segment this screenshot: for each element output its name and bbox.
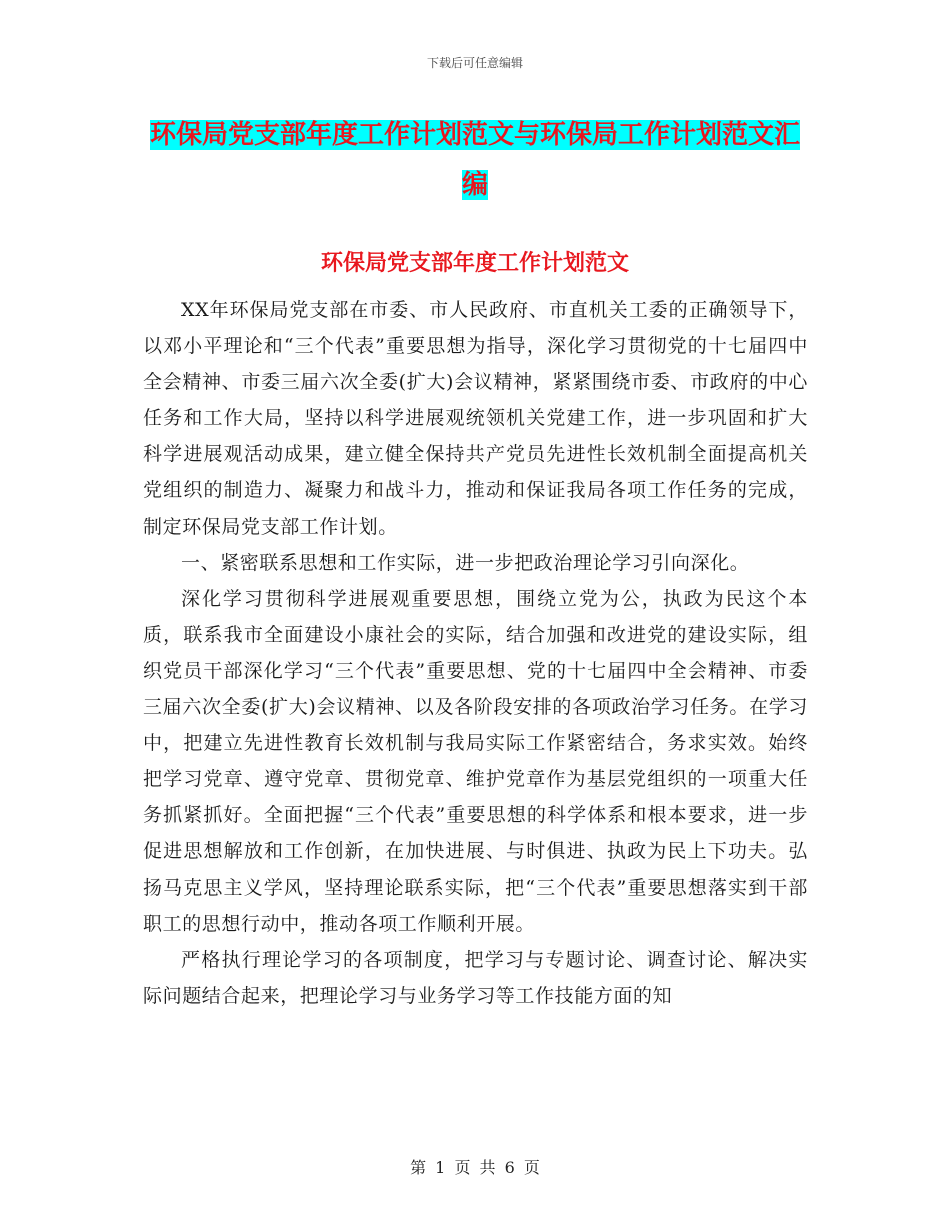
document-title-text: 环保局党支部年度工作计划范文与环保局工作计划范文汇编	[150, 120, 801, 200]
document-body	[143, 292, 808, 1014]
header-note: 下载后可任意编辑	[426, 56, 523, 70]
body-paragraph: 一、紧密联系思想和工作实际，进一步把政治理论学习引向深化。	[181, 551, 750, 574]
body-paragraph: XX年环保局党支部在市委、市人民政府、市直机关工委的正确领导下，以邓小平理论和“三个代表”重要思想为指导，深化学习贯彻党的十七届四中全会精神、市委三届六次全委(扩大)会议精神，紧紧围绕市委、市政府的中心任务和工作大局，坚持以科学进展观统领机关党建工作，进一步巩固和扩大科学进展观活动成果，建立健全保持共产党员先进性长效机制全面提高机关党组织的制造力、凝聚力和战斗力，推动和保证我局各项工作任务的完成，制定环保局党支部工作计划。	[143, 299, 808, 538]
body-paragraph: 深化学习贯彻科学进展观重要思想，围绕立党为公，执政为民这个本质，联系我市全面建设小康社会的实际，结合加强和改进党的建设实际，组织党员干部深化学习“三个代表”重要思想、党的十七届四中全会精神、市委三届六次全委(扩大)会议精神、以及各阶段安排的各项政治学习任务。在学习中，把建立先进性教育长效机制与我局实际工作紧密结合，务求实效。始终把学习党章、遵守党章、贯彻党章、维护党章作为基层党组织的一项重大任务抓紧抓好。全面把握“三个代表”重要思想的科学体系和根本要求，进一步促进思想解放和工作创新，在加快进展、与时俱进、执政为民上下功夫。弘扬马克思主义学风，坚持理论联系实际，把“三个代表”重要思想落实到干部职工的思想行动中，推动各项工作顺利开展。	[143, 587, 808, 935]
page-number: 第 1 页 共 6 页	[410, 1158, 540, 1177]
document-title	[150, 110, 800, 210]
body-paragraph: 严格执行理论学习的各项制度，把学习与专题讨论、调查讨论、解决实际问题结合起来，把理论学习与业务学习等工作技能方面的知	[143, 948, 808, 1007]
section-title: 环保局党支部年度工作计划范文	[320, 250, 629, 276]
